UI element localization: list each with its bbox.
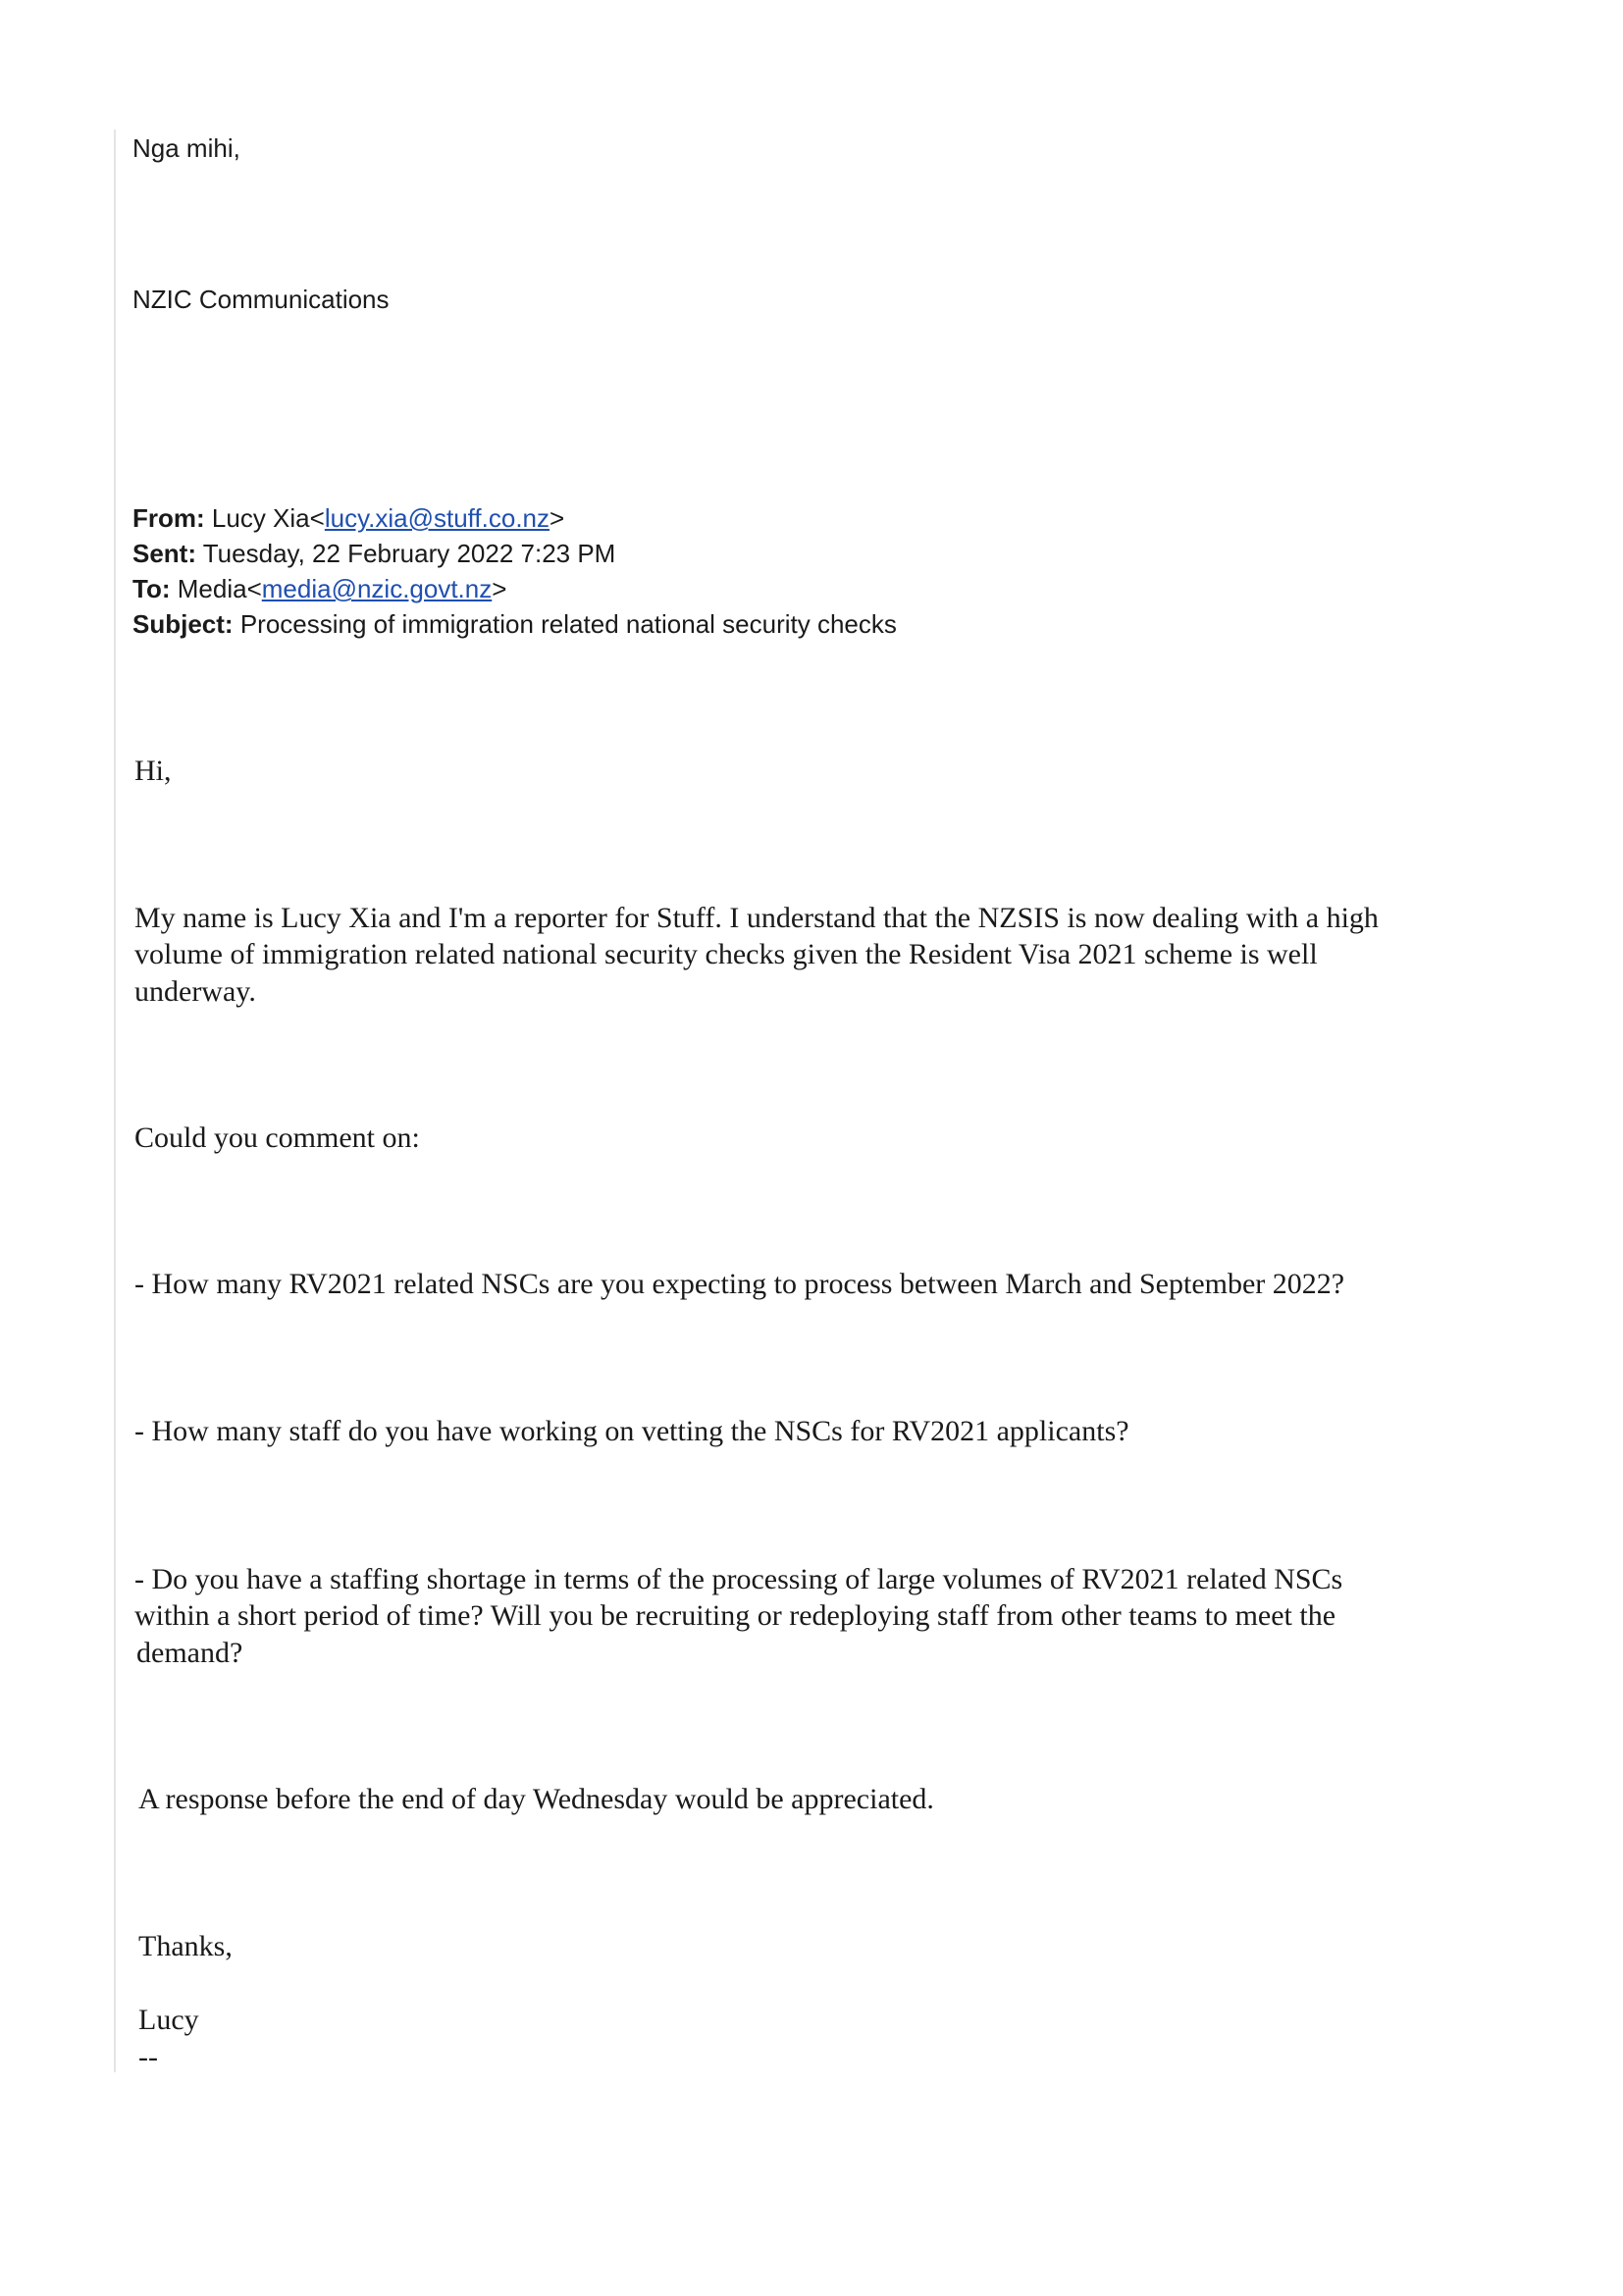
- sender-name: Lucy: [138, 2004, 199, 2036]
- deadline-line: A response before the end of day Wednesday would be appreciated.: [138, 1783, 934, 1815]
- subject-label: Subject:: [132, 609, 234, 639]
- from-label: From:: [132, 503, 205, 533]
- to-line: To: Media<media@nzic.govt.nz>: [132, 574, 507, 603]
- quote-border: [114, 130, 116, 2072]
- from-email-link[interactable]: lucy.xia@stuff.co.nz: [324, 503, 550, 533]
- question-3: - Do you have a staffing shortage in terms of the processing of large volumes of RV2021 related NSCs: [134, 1563, 1343, 1595]
- sent-value: Tuesday, 22 February 2022 7:23 PM: [202, 539, 616, 568]
- signoff-greeting: Nga mihi,: [132, 133, 240, 163]
- body-greeting: Hi,: [134, 755, 172, 787]
- to-email-link[interactable]: media@nzic.govt.nz: [261, 574, 493, 603]
- question-1: - How many RV2021 related NSCs are you expecting to process between March and September 2022?: [134, 1268, 1345, 1300]
- to-label: To:: [132, 574, 171, 603]
- signoff-team: NZIC Communications: [132, 285, 390, 314]
- sent-line: [132, 539, 615, 569]
- intro-line: My name is Lucy Xia and I'm a reporter for Stuff. I understand that the NZSIS is now dealing with a high: [134, 902, 1379, 934]
- ask-line: Could you comment on:: [134, 1122, 420, 1154]
- intro-line: underway.: [134, 975, 256, 1008]
- sent-label: Sent:: [132, 539, 196, 568]
- signature-separator: --: [138, 2041, 158, 2073]
- subject-line: [132, 609, 897, 640]
- question-2: - How many staff do you have working on vetting the NSCs for RV2021 applicants?: [134, 1415, 1129, 1447]
- to-name: Media: [177, 574, 247, 603]
- from-name: Lucy Xia: [211, 503, 310, 533]
- question-3: demand?: [136, 1637, 243, 1669]
- intro-line: volume of immigration related national security checks given the Resident Visa 2021 scheme is well: [134, 938, 1318, 970]
- question-3: within a short period of time? Will you be recruiting or redeploying staff from other teams to meet the: [134, 1599, 1336, 1632]
- thanks-line: Thanks,: [138, 1930, 233, 1962]
- from-line: From: Lucy Xia<lucy.xia@stuff.co.nz>: [132, 503, 565, 533]
- subject-value: Processing of immigration related national security checks: [239, 609, 897, 639]
